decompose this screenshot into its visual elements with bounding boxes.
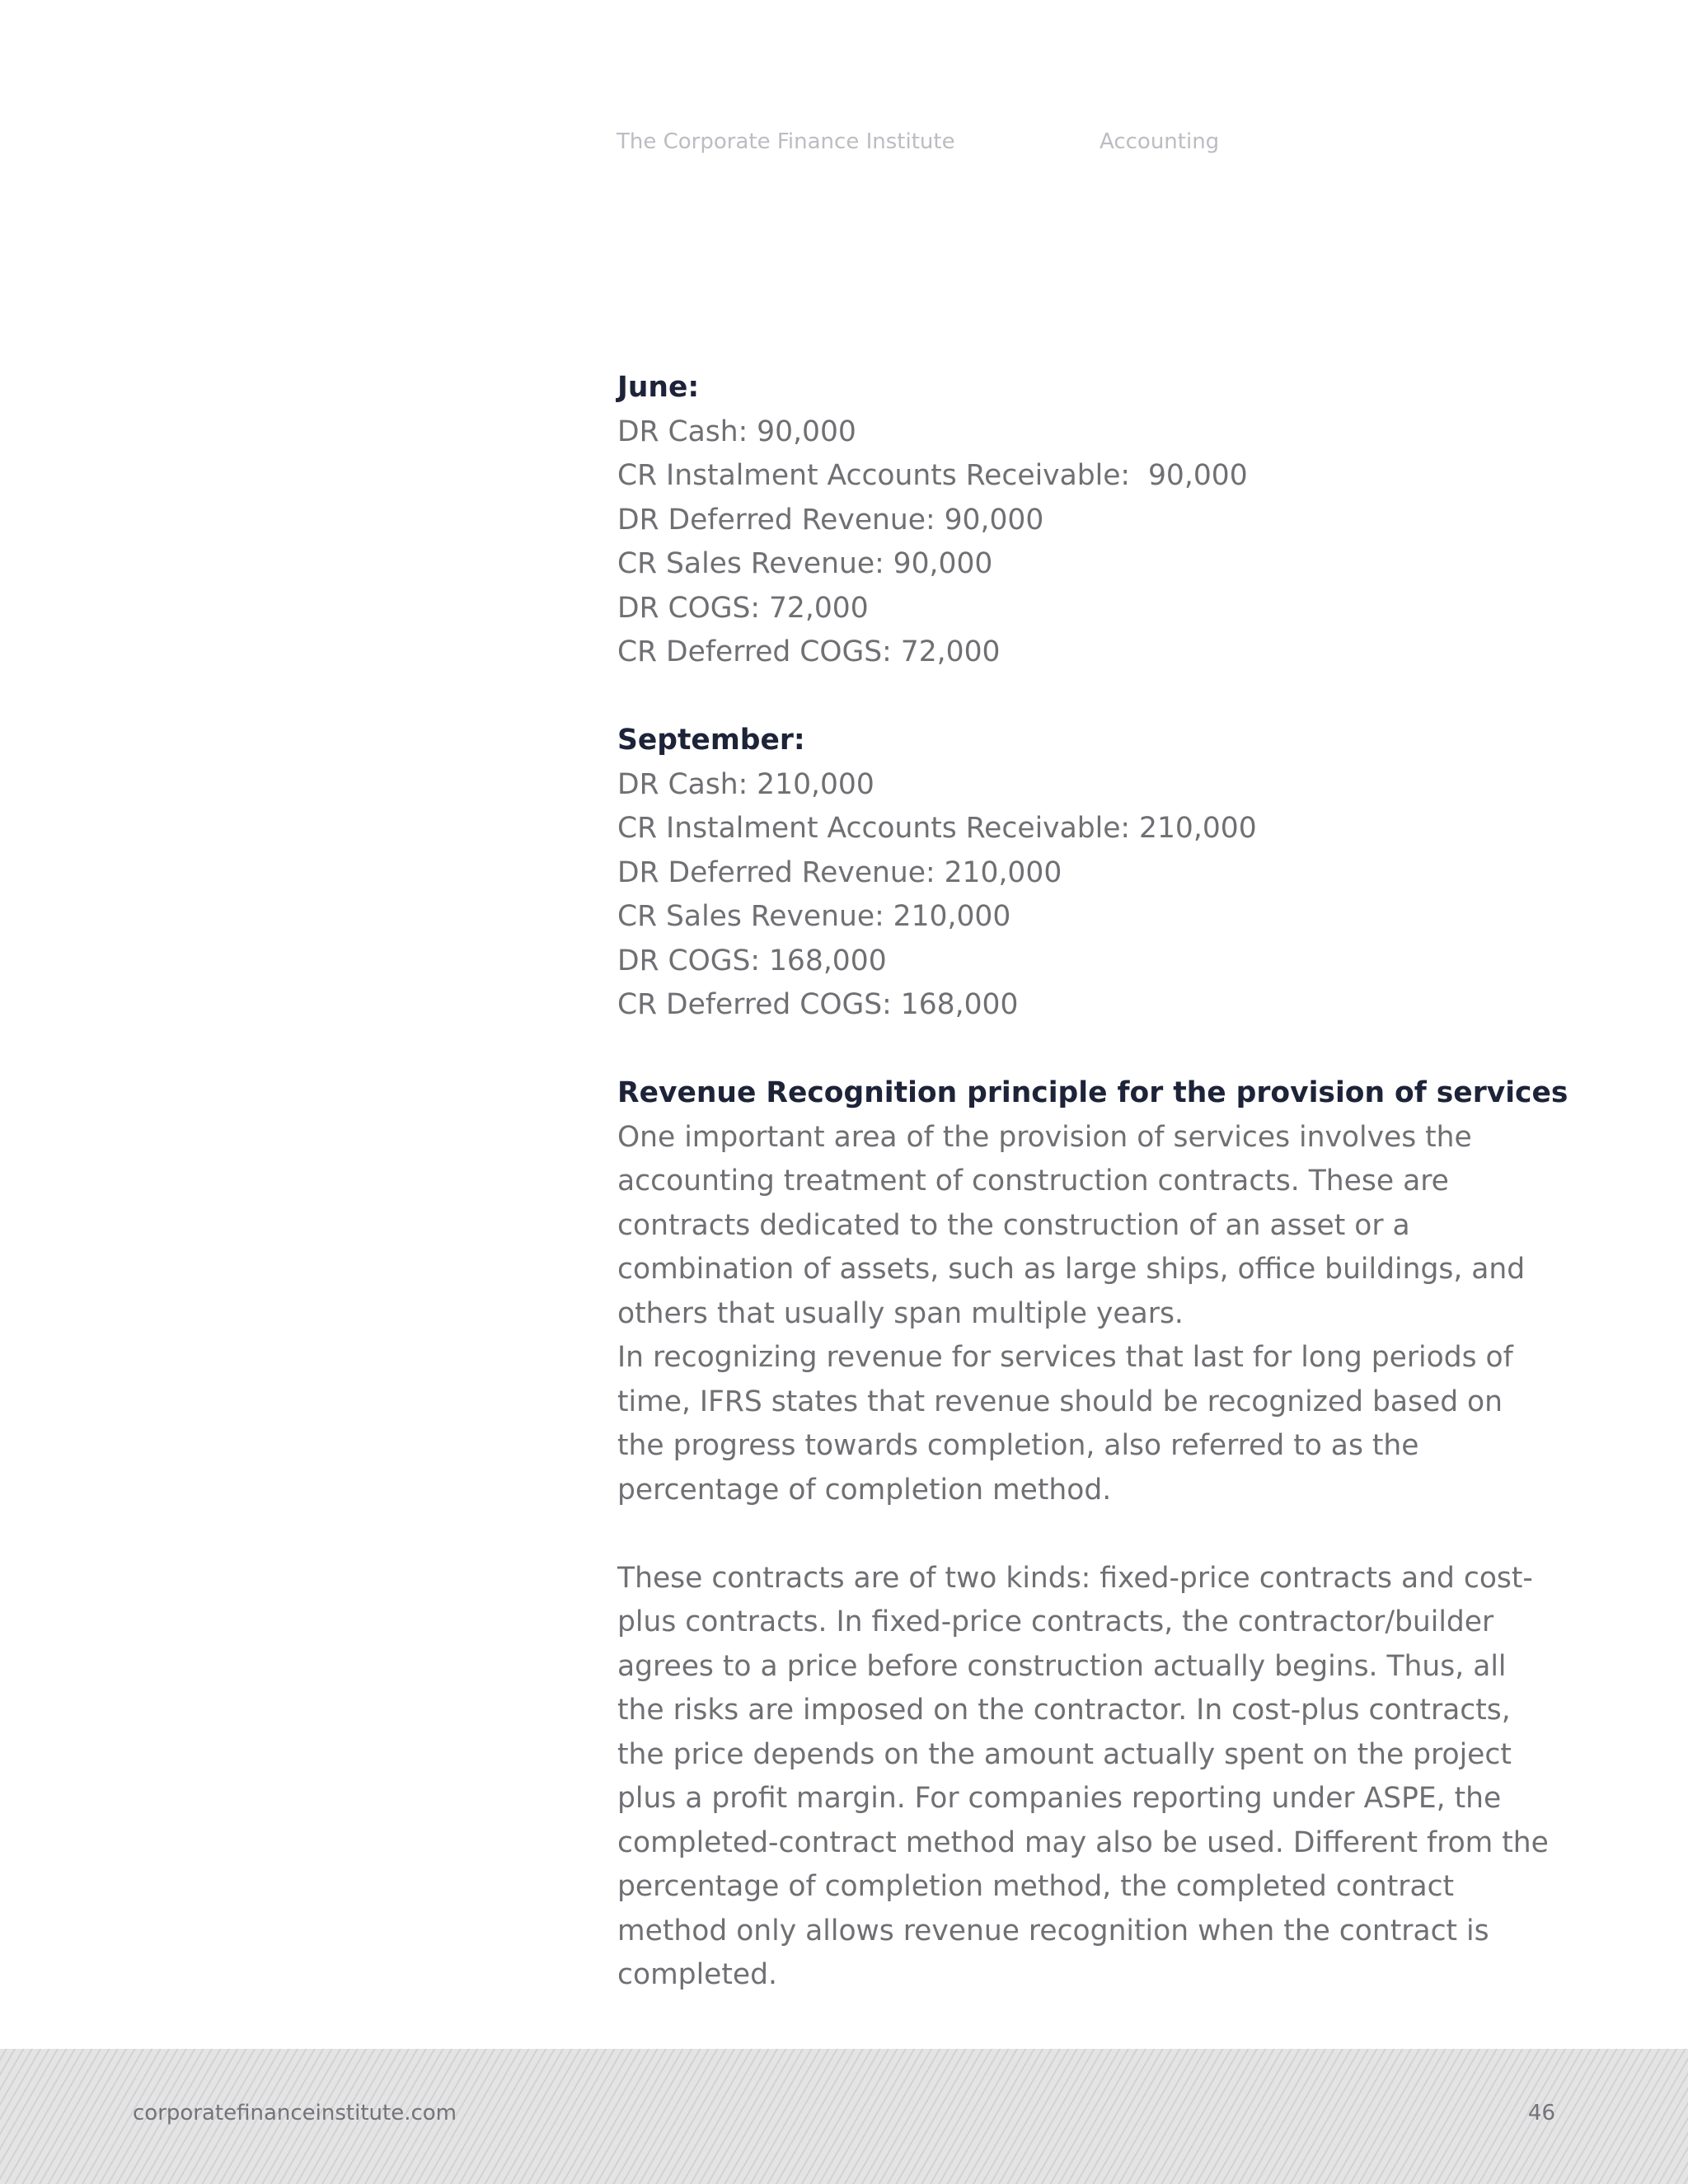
paragraph: These contracts are of two kinds: fixed-price contracts and cost-plus contracts. In fixed-price contracts, the contractor/builder agrees to a price before construction actually begins. Thus, all the risks are imposed on the contractor. In cost-plus contracts, the price depends on the amount actually spent on the project plus a profit margin. For companies reporting under ASPE, the completed-contract method may also be used. Different from the percentage of completion method, the completed contract method only allows revenue recognition when the contract is completed. xyxy=(617,1561,1549,1991)
journal-entry: DR Cash: 90,000 xyxy=(617,415,856,448)
journal-entry: DR Deferred Revenue: 90,000 xyxy=(617,503,1044,537)
journal-entry: DR COGS: 168,000 xyxy=(617,944,887,977)
spacer xyxy=(617,675,1557,719)
header-section: Accounting xyxy=(1100,129,1220,154)
page-content xyxy=(617,366,1568,1998)
paragraph: In recognizing revenue for services that last for long periods of time, IFRS states that revenue should be recognized based on the progress towards completion, also referred to as the percentage of completion method. xyxy=(617,1341,1513,1507)
spacer xyxy=(617,1512,1557,1557)
journal-entry: DR Cash: 210,000 xyxy=(617,767,874,801)
footer-website: corporatefinanceinstitute.com xyxy=(133,2101,457,2125)
services-section xyxy=(617,1071,1568,1998)
journal-entry: CR Instalment Accounts Receivable: 210,000 xyxy=(617,812,1257,845)
june-heading: June: xyxy=(617,371,700,404)
journal-entry: CR Instalment Accounts Receivable: 90,000 xyxy=(617,459,1248,492)
page-number: 46 xyxy=(1527,2101,1555,2125)
page-footer xyxy=(0,2049,1688,2184)
journal-entry: DR Deferred Revenue: 210,000 xyxy=(617,855,1062,889)
journal-entry: CR Deferred COGS: 168,000 xyxy=(617,988,1019,1021)
june-block xyxy=(617,366,1557,675)
paragraph: One important area of the provision of services involves the accounting treatment of construction contracts. These are contracts dedicated to the construction of an asset or a combination of assets, such as large ships, office buildings, and others that usually span multiple years. xyxy=(617,1120,1526,1330)
journal-entry: DR COGS: 72,000 xyxy=(617,591,869,625)
section-heading: Revenue Recognition principle for the provision of services xyxy=(617,1076,1568,1109)
journal-entry: CR Sales Revenue: 90,000 xyxy=(617,547,993,580)
september-block xyxy=(617,719,1557,1028)
spacer xyxy=(617,1028,1557,1072)
journal-entry: CR Sales Revenue: 210,000 xyxy=(617,900,1011,933)
journal-entry: CR Deferred COGS: 72,000 xyxy=(617,635,1001,668)
september-heading: September: xyxy=(617,724,805,757)
header-publisher: The Corporate Finance Institute xyxy=(617,129,955,154)
